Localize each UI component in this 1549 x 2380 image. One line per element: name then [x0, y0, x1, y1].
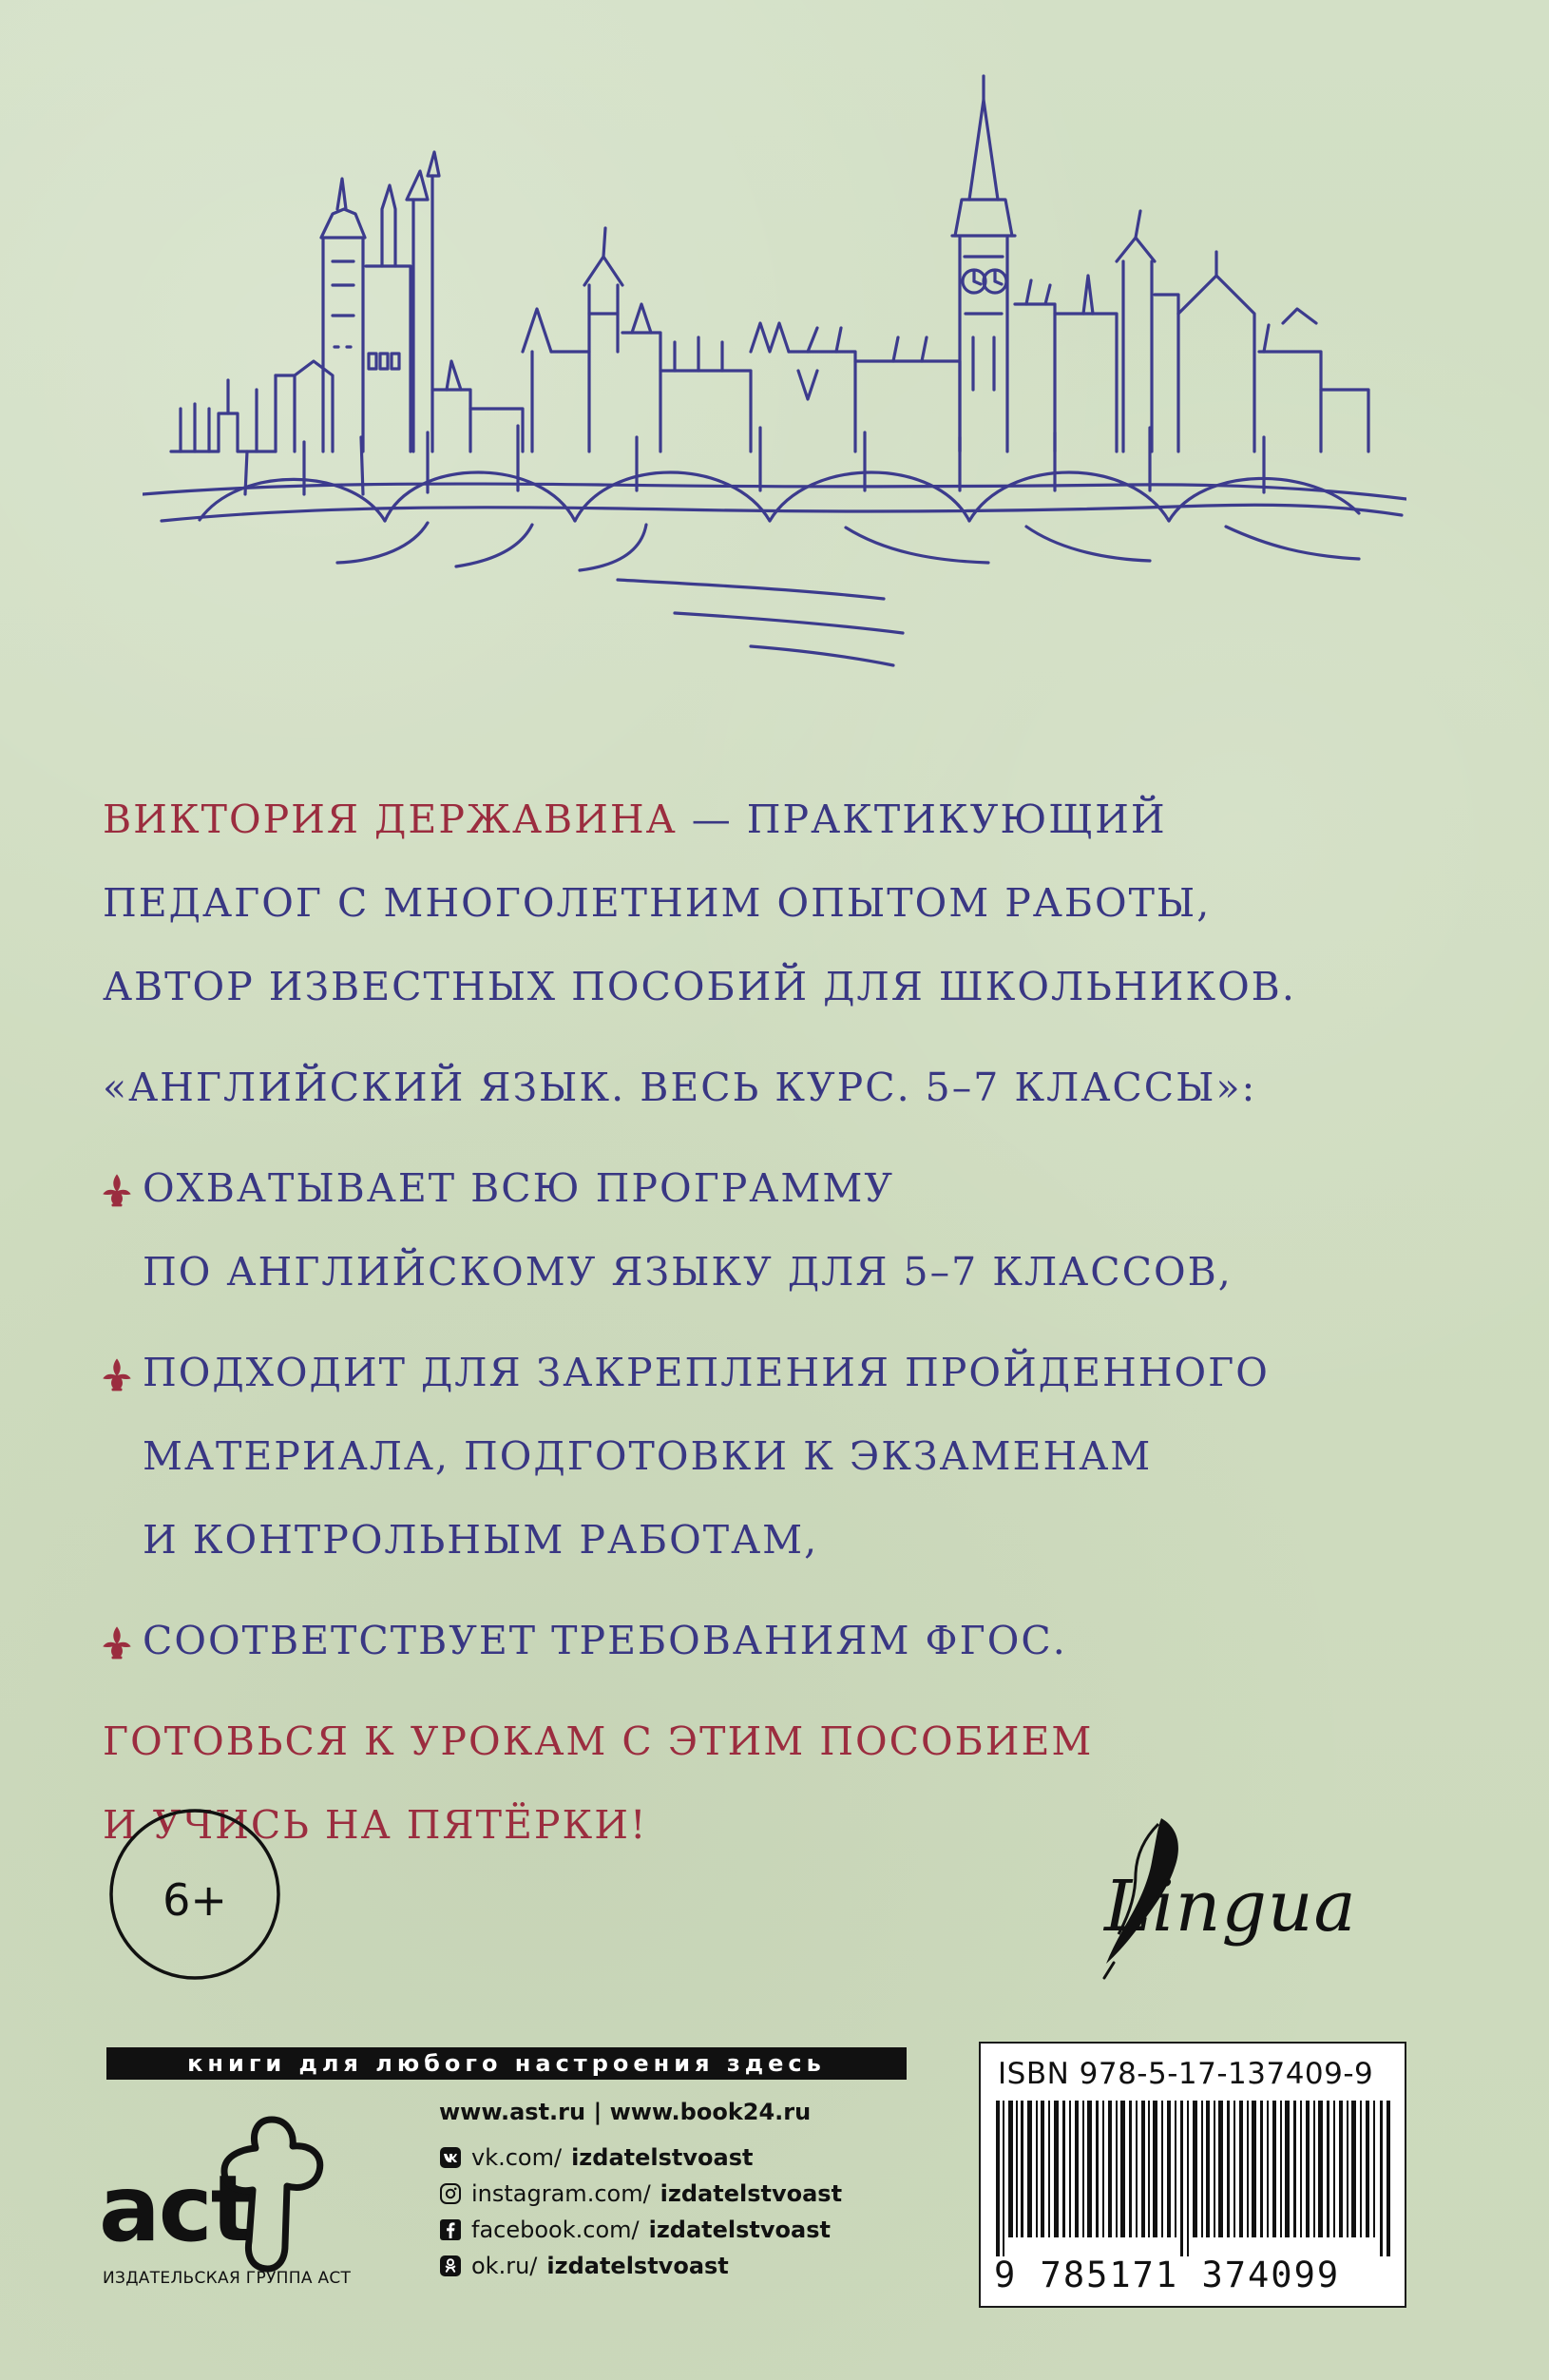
vk-user: izdatelstvoast: [571, 2144, 754, 2171]
isbn-label: ISBN 978-5-17-137409-9: [998, 2057, 1374, 2091]
odnoklassniki-icon: [439, 2255, 462, 2277]
bullet-item-1-line-1: ОХВАТЫВАЕТ ВСЮ ПРОГРАММУ: [143, 1165, 894, 1211]
instagram-domain: instagram.com/: [471, 2180, 651, 2207]
facebook-domain: facebook.com/: [471, 2217, 640, 2243]
ok-domain: ok.ru/: [471, 2253, 538, 2279]
spacer: [103, 1028, 1424, 1046]
vk-icon: [439, 2146, 462, 2169]
bullet-item-2: [103, 1331, 1424, 1582]
intro-line-2: ПЕДАГОГ С МНОГОЛЕТНИМ ОПЫТОМ РАБОТЫ,: [103, 880, 1212, 926]
social-link-vk[interactable]: [439, 2144, 886, 2171]
lingua-wordmark: Lingua: [1104, 1866, 1357, 1948]
london-skyline-icon: [143, 67, 1406, 732]
description-text: [103, 777, 1424, 1867]
intro-line-1: [103, 777, 1424, 861]
publisher-group-name: ИЗДАТЕЛЬСКАЯ ГРУППА АСТ: [103, 2269, 352, 2288]
fleur-de-lis-icon: [97, 1623, 137, 1663]
lingua-logo: [1045, 1801, 1387, 1991]
isbn-barcode-panel: [979, 2042, 1406, 2308]
facebook-user: izdatelstvoast: [648, 2217, 831, 2243]
bullet-item-3: [103, 1599, 1424, 1682]
vk-domain: vk.com/: [471, 2144, 563, 2171]
age-rating-badge: [105, 1804, 285, 1985]
primary-website-links[interactable]: www.ast.ru | www.book24.ru: [439, 2099, 812, 2125]
barcode-number: 9 785171 374099: [994, 2255, 1341, 2295]
fleur-de-lis-icon: [97, 1171, 137, 1211]
spacer: [103, 1582, 1424, 1599]
ok-user: izdatelstvoast: [546, 2253, 729, 2279]
bullet-item-1: [103, 1146, 1424, 1314]
closing-line-1: ГОТОВЬСЯ К УРОКАМ С ЭТИМ ПОСОБИЕМ: [103, 1718, 1094, 1764]
social-link-ok[interactable]: [439, 2253, 886, 2279]
facebook-icon: [439, 2218, 462, 2241]
ast-logo-text: act: [99, 2156, 253, 2262]
fleur-de-lis-icon: [97, 1355, 137, 1395]
publisher-tagline: книги для любого настроения здесь: [106, 2047, 907, 2080]
bullet-item-3-line-1: СООТВЕТСТВУЕТ ТРЕБОВАНИЯМ ФГОС.: [143, 1618, 1067, 1663]
bullet-item-2-line-1: ПОДХОДИТ ДЛЯ ЗАКРЕПЛЕНИЯ ПРОЙДЕННОГО: [143, 1350, 1270, 1395]
closing-line-2: И УЧИСЬ НА ПЯТЁРКИ!: [103, 1802, 648, 1848]
ast-logo-icon: [99, 2102, 412, 2288]
spacer: [103, 1129, 1424, 1146]
barcode-icon: [996, 2101, 1393, 2256]
intro-line-1-rest: — ПРАКТИКУЮЩИЙ: [677, 797, 1167, 842]
intro-line-3: АВТОР ИЗВЕСТНЫХ ПОСОБИЙ ДЛЯ ШКОЛЬНИКОВ.: [103, 964, 1296, 1009]
author-name: ВИКТОРИЯ ДЕРЖАВИНА: [103, 797, 678, 842]
publisher-links: [439, 2099, 886, 2289]
age-rating-label: 6+: [163, 1874, 227, 1926]
book-title: «АНГЛИЙСКИЙ ЯЗЫК. ВЕСЬ КУРС. 5–7 КЛАССЫ»:: [103, 1065, 1257, 1110]
bullet-item-2-line-2: МАТЕРИАЛА, ПОДГОТОВКИ К ЭКЗАМЕНАМ: [143, 1433, 1153, 1479]
social-link-facebook[interactable]: [439, 2217, 886, 2243]
spacer: [103, 1314, 1424, 1331]
bullet-item-2-line-3: И КОНТРОЛЬНЫМ РАБОТАМ,: [143, 1517, 819, 1563]
social-link-instagram[interactable]: [439, 2180, 886, 2207]
instagram-icon: [439, 2182, 462, 2205]
bullet-item-1-line-2: ПО АНГЛИЙСКОМУ ЯЗЫКУ ДЛЯ 5–7 КЛАССОВ,: [143, 1249, 1233, 1295]
instagram-user: izdatelstvoast: [660, 2180, 843, 2207]
